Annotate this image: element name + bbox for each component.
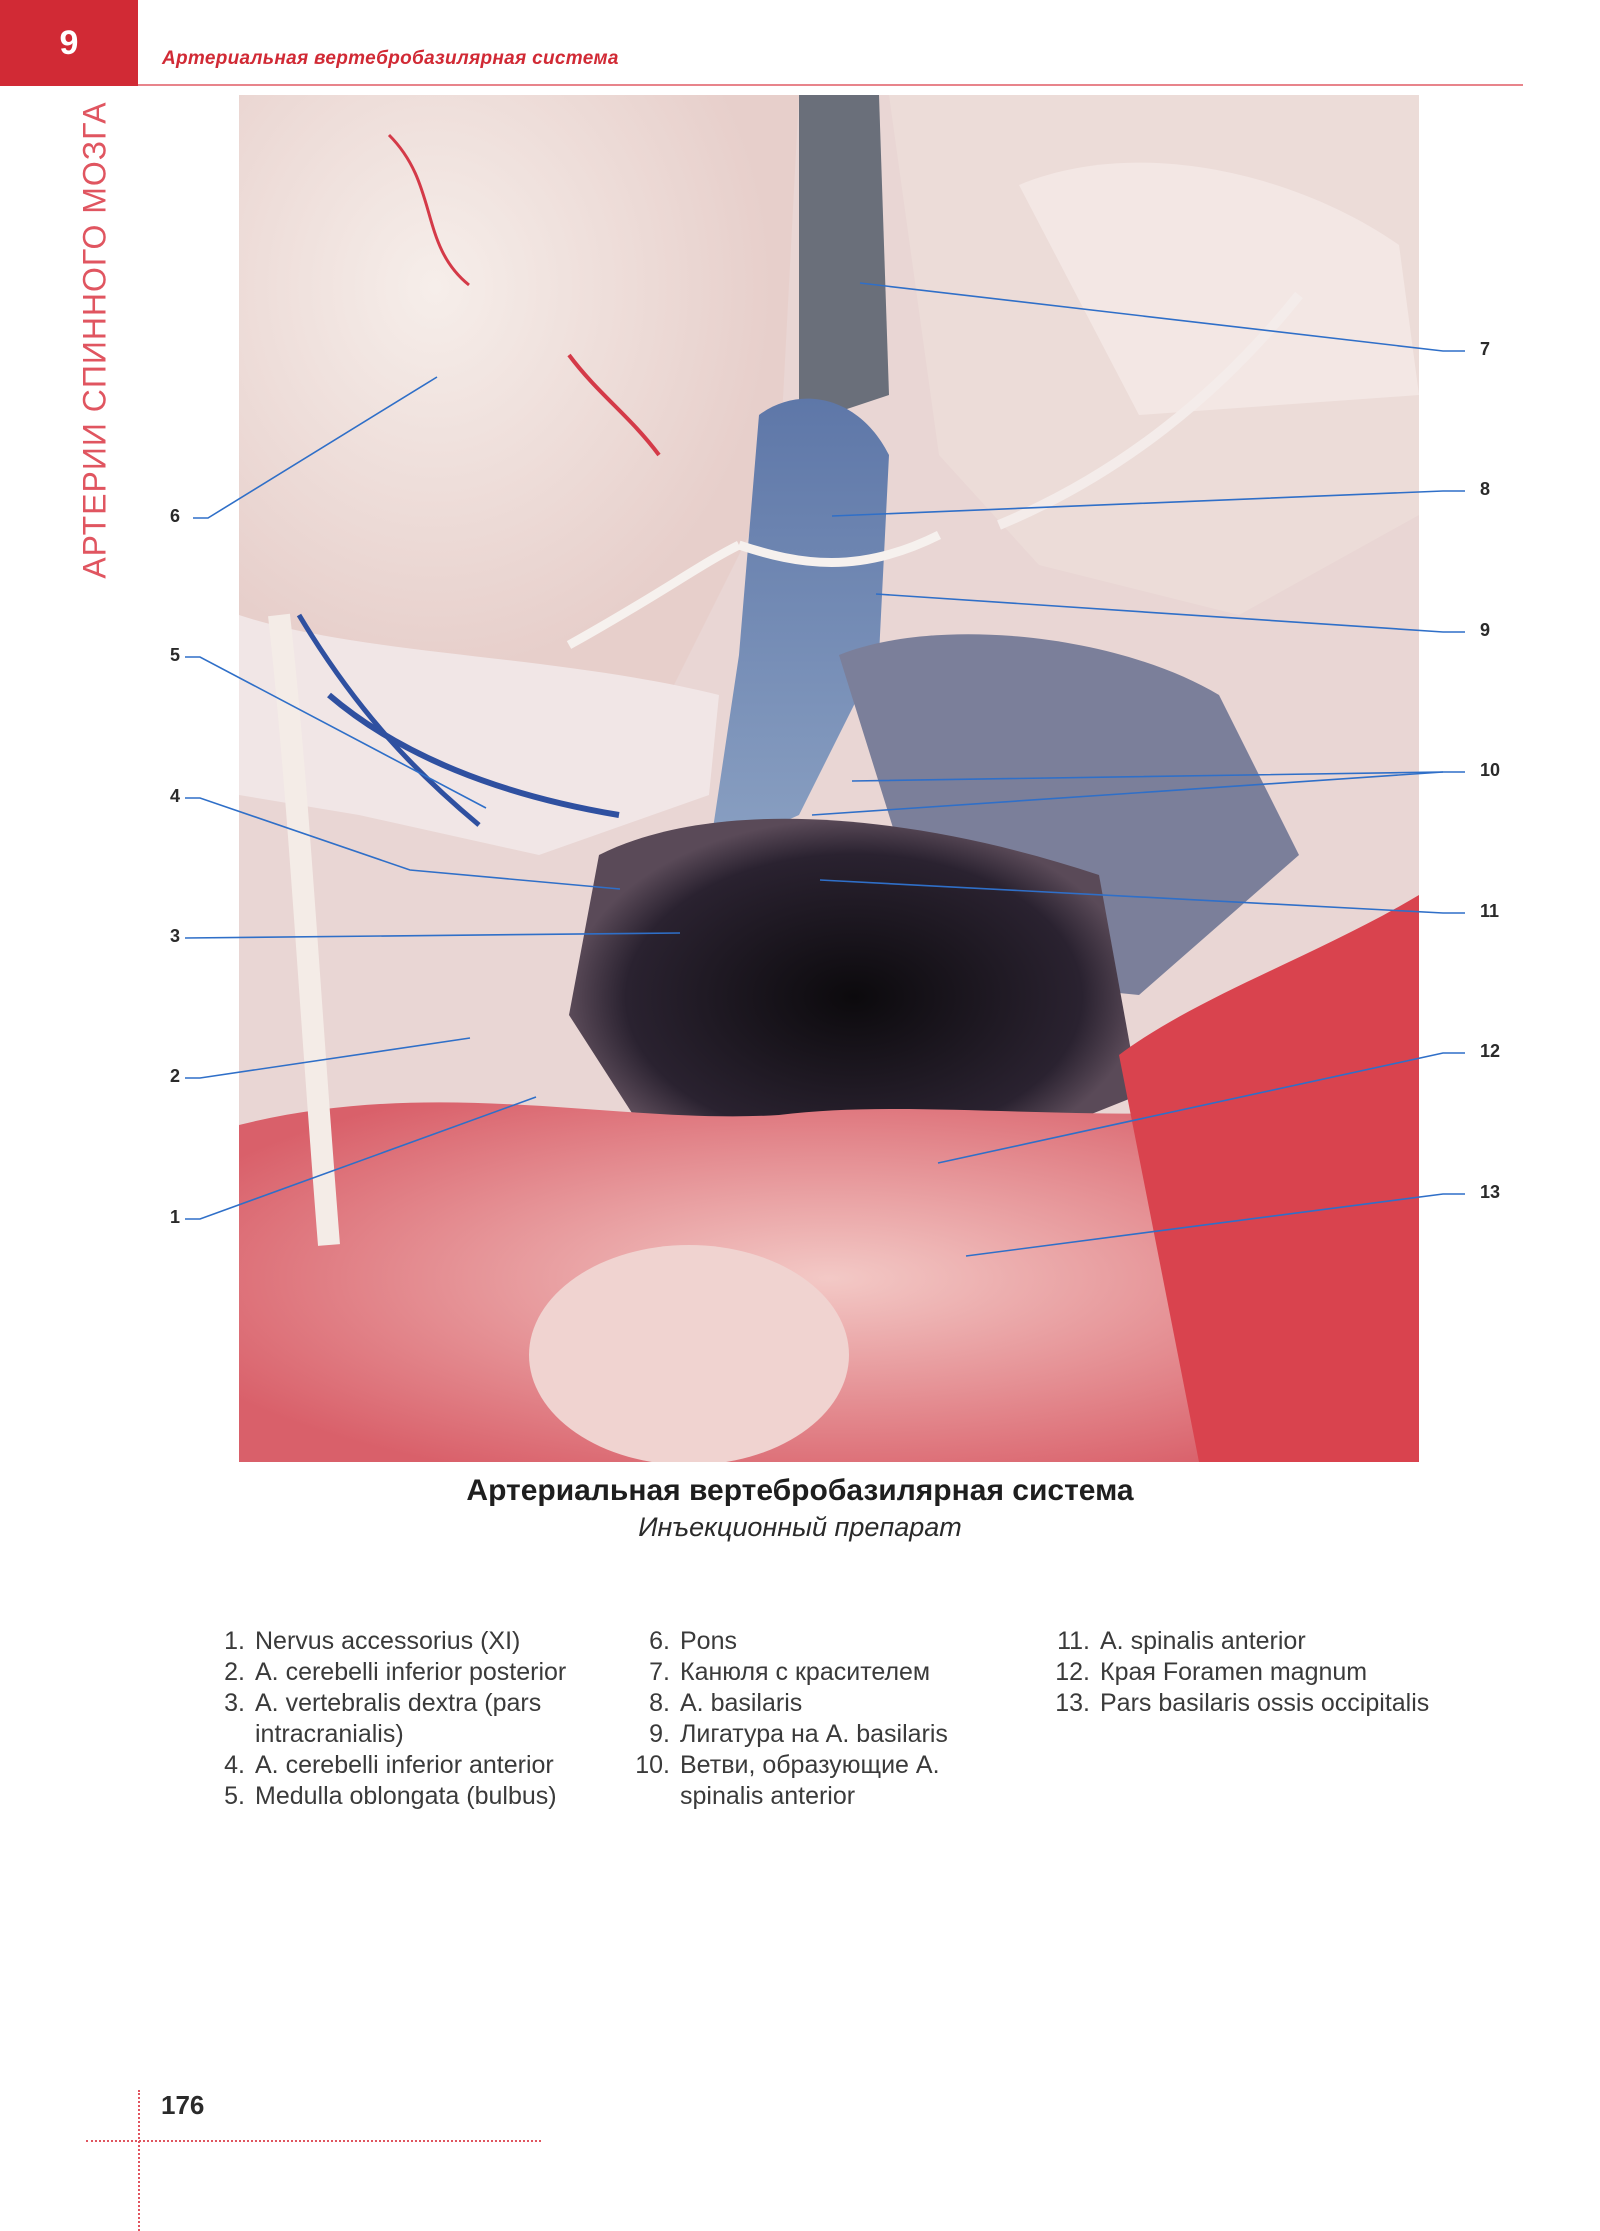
legend-number: 11. bbox=[1057, 1627, 1090, 1655]
figure-label: 11 bbox=[1480, 901, 1500, 921]
legend-item bbox=[205, 1781, 585, 1812]
legend-column-2 bbox=[630, 1626, 1010, 1812]
figure-label: 3 bbox=[169, 926, 180, 946]
legend-number: 10. bbox=[635, 1751, 670, 1779]
legend-text: A. vertebralis dextra (pars intracranialis) bbox=[255, 1689, 542, 1748]
figure-label: 5 bbox=[169, 645, 180, 665]
figure-label: 13 bbox=[1480, 1182, 1501, 1202]
legend-text: A. basilaris bbox=[680, 1689, 803, 1717]
legend-number: 1. bbox=[224, 1627, 245, 1655]
legend-number: 5. bbox=[224, 1782, 245, 1810]
header-rule bbox=[138, 84, 1523, 86]
figure-caption-title: Артериальная вертебробазилярная система bbox=[466, 1474, 1134, 1507]
figure-label: 7 bbox=[1480, 339, 1491, 359]
legend-number: 13. bbox=[1055, 1689, 1090, 1717]
figure-label: 2 bbox=[169, 1066, 180, 1086]
legend-text: A. cerebelli inferior posterior bbox=[255, 1658, 567, 1686]
legend-number: 6. bbox=[649, 1627, 670, 1655]
legend-text: Pons bbox=[680, 1627, 737, 1655]
legend-number: 7. bbox=[649, 1658, 670, 1686]
legend-column-3 bbox=[1050, 1626, 1430, 1719]
legend-column-1 bbox=[205, 1626, 585, 1812]
chapter-number: 9 bbox=[59, 23, 79, 62]
anatomical-photo bbox=[239, 95, 1419, 1462]
legend-text: Канюля с красителем bbox=[680, 1658, 931, 1686]
legend-number: 12. bbox=[1055, 1658, 1090, 1686]
legend-item bbox=[205, 1750, 585, 1781]
legend-item bbox=[1050, 1688, 1430, 1719]
legend-item bbox=[630, 1626, 1010, 1657]
legend-text: Ветви, образующие A. spinalis anterior bbox=[680, 1751, 940, 1810]
legend-number: 3. bbox=[224, 1689, 245, 1717]
figure-label: 4 bbox=[169, 786, 180, 806]
legend-number: 4. bbox=[224, 1751, 245, 1779]
legend-text: A. spinalis anterior bbox=[1100, 1627, 1306, 1655]
legend-item bbox=[1050, 1657, 1430, 1688]
footer-dotted-vertical bbox=[138, 2090, 140, 2231]
legend-item bbox=[630, 1657, 1010, 1688]
figure-label: 8 bbox=[1480, 479, 1491, 499]
figure-label: 10 bbox=[1480, 760, 1501, 780]
legend-text: Pars basilaris ossis occipitalis bbox=[1100, 1689, 1430, 1717]
footer-dotted-horizontal bbox=[86, 2140, 541, 2142]
figure-caption-subtitle: Инъекционный препарат bbox=[638, 1512, 962, 1542]
figure-label: 6 bbox=[169, 506, 180, 526]
legend-item bbox=[205, 1626, 585, 1657]
running-title: Артериальная вертебробазилярная система bbox=[162, 48, 619, 69]
figure-label: 12 bbox=[1480, 1041, 1501, 1061]
legend-number: 8. bbox=[649, 1689, 670, 1717]
legend-item bbox=[205, 1657, 585, 1688]
side-chapter-title: АРТЕРИИ СПИННОГО МОЗГА bbox=[76, 101, 113, 579]
legend-item bbox=[630, 1750, 1010, 1812]
legend-item bbox=[205, 1688, 585, 1750]
legend-item bbox=[630, 1688, 1010, 1719]
legend-text: Лигатура на A. basilaris bbox=[680, 1720, 948, 1748]
legend-number: 9. bbox=[649, 1720, 670, 1748]
page-number: 176 bbox=[161, 2090, 205, 2120]
legend-item bbox=[630, 1719, 1010, 1750]
figure-label: 9 bbox=[1480, 620, 1491, 640]
figure-label: 1 bbox=[169, 1207, 180, 1227]
legend-text: Medulla oblongata (bulbus) bbox=[255, 1782, 557, 1810]
legend-text: Края Foramen magnum bbox=[1100, 1658, 1368, 1686]
legend-text: Nervus accessorius (XI) bbox=[255, 1627, 521, 1655]
chapter-number-box bbox=[0, 0, 138, 86]
legend-number: 2. bbox=[224, 1658, 245, 1686]
legend-item bbox=[1050, 1626, 1430, 1657]
legend-text: A. cerebelli inferior anterior bbox=[255, 1751, 554, 1779]
